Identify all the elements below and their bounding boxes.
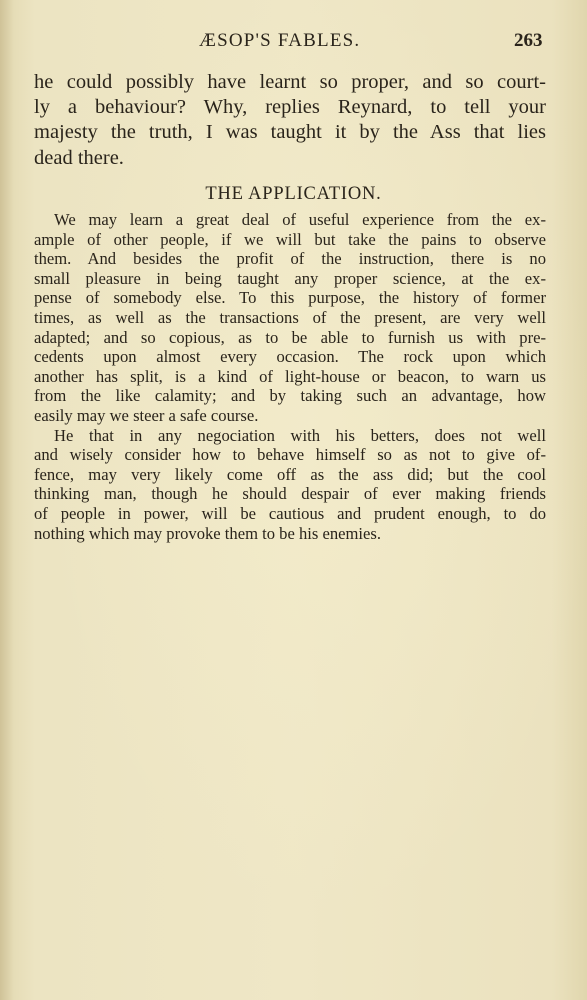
text-line: of people in power, will be cautious and prudent enough, to do [34, 503, 546, 523]
text-line: ly a behaviour? Why, replies Reynard, to tell your [34, 96, 546, 119]
text-line: ample of other people, if we will but take the pains to observe [34, 229, 546, 249]
text-line: thinking man, though he should despair of ever making friends [34, 484, 546, 504]
text-line: from the like calamity; and by taking such an advantage, how [34, 386, 546, 406]
text-line: he could possibly have learnt so proper, and so court- [34, 71, 546, 93]
application-body [34, 210, 546, 543]
page-number: 263 [514, 30, 543, 51]
text-line: pense of somebody else. To this purpose, the history of former [34, 288, 546, 308]
text-line: majesty the truth, I was taught it by the Ass that lies [34, 121, 546, 144]
text-line: dead there. [34, 146, 124, 169]
text-line: and wisely consider how to behave himself so as not to give of- [34, 445, 546, 465]
text-line: fence, may very likely come off as the ass did; but the cool [34, 464, 546, 484]
text-line: He that in any negociation with his betters, does not well [54, 425, 546, 445]
running-header [0, 30, 587, 54]
text-line: nothing which may provoke them to be his enemies. [34, 523, 382, 543]
section-heading: THE APPLICATION. [205, 184, 382, 204]
paragraph [34, 426, 546, 544]
text-line: another has split, is a kind of light-house or beacon, to warn us [34, 366, 546, 386]
text-line: easily may we steer a safe course. [34, 405, 259, 425]
text-line: cedents upon almost every occasion. The rock upon which [34, 347, 546, 367]
text-line: times, as well as the transactions of the present, are very well [34, 307, 546, 327]
text-line: them. And besides the profit of the instruction, there is no [34, 249, 546, 269]
running-title: ÆSOP'S FABLES. [199, 30, 361, 51]
text-line: adapted; and so copious, as to be able to furnish us with pre- [34, 327, 546, 347]
paragraph [34, 210, 546, 426]
text-line: We may learn a great deal of useful experience from the ex- [54, 210, 546, 229]
fable-text-continuation [34, 70, 546, 171]
text-line: small pleasure in being taught any proper science, at the ex- [34, 268, 546, 288]
